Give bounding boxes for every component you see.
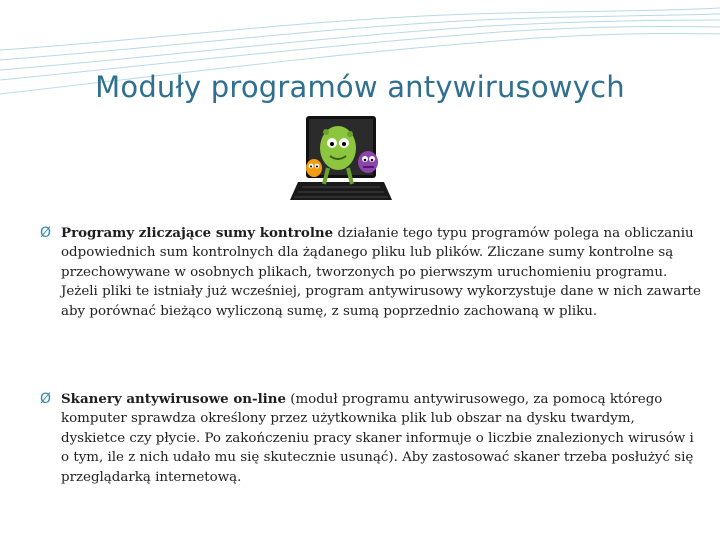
bullet-description: (moduł programu antywirusowego, za pomocą którego komputer sprawdza określony przez użytkownika plik lub obszar na dysku twardym, dyskietce czy płycie. Po zakończeniu pracy skaner informuje o liczbie znalezionych wirusów i o tym, ile z nich udało mu się skutecznie usunąć). Aby zastosować skaner trzeba posłużyć się przeglądarką internetową. — [61, 392, 694, 485]
bullet-arrow-icon: Ø — [40, 225, 52, 241]
virus-laptop-illustration — [288, 112, 394, 204]
orange-virus-icon — [306, 159, 322, 177]
bullet-text — [61, 390, 701, 487]
bullet-term: Skanery antywirusowe on-line — [61, 391, 286, 407]
bullet-arrow-icon: Ø — [40, 391, 52, 407]
purple-virus-icon — [358, 151, 378, 173]
bullet-term: Programy zliczające sumy kontrolne — [61, 225, 334, 241]
slide-title: Moduły programów antywirusowych — [95, 70, 625, 104]
bullet-description: działanie tego typu programów polega na obliczaniu odpowiednich sum kontrolnych dla żądanego pliku lub plików. Zliczane sumy kontrolne są przechowywane w osobnych plikach, tworzonych po pierwszym uruchomieniu programu. Jeżeli pliki te istniały już wcześniej, program antywirusowy wykorzystuje dane w nich zawarte aby porównać bieżąco wyliczoną sumę, z sumą poprzednio zachowaną w pliku. — [61, 226, 701, 319]
bullet-text — [61, 224, 701, 321]
